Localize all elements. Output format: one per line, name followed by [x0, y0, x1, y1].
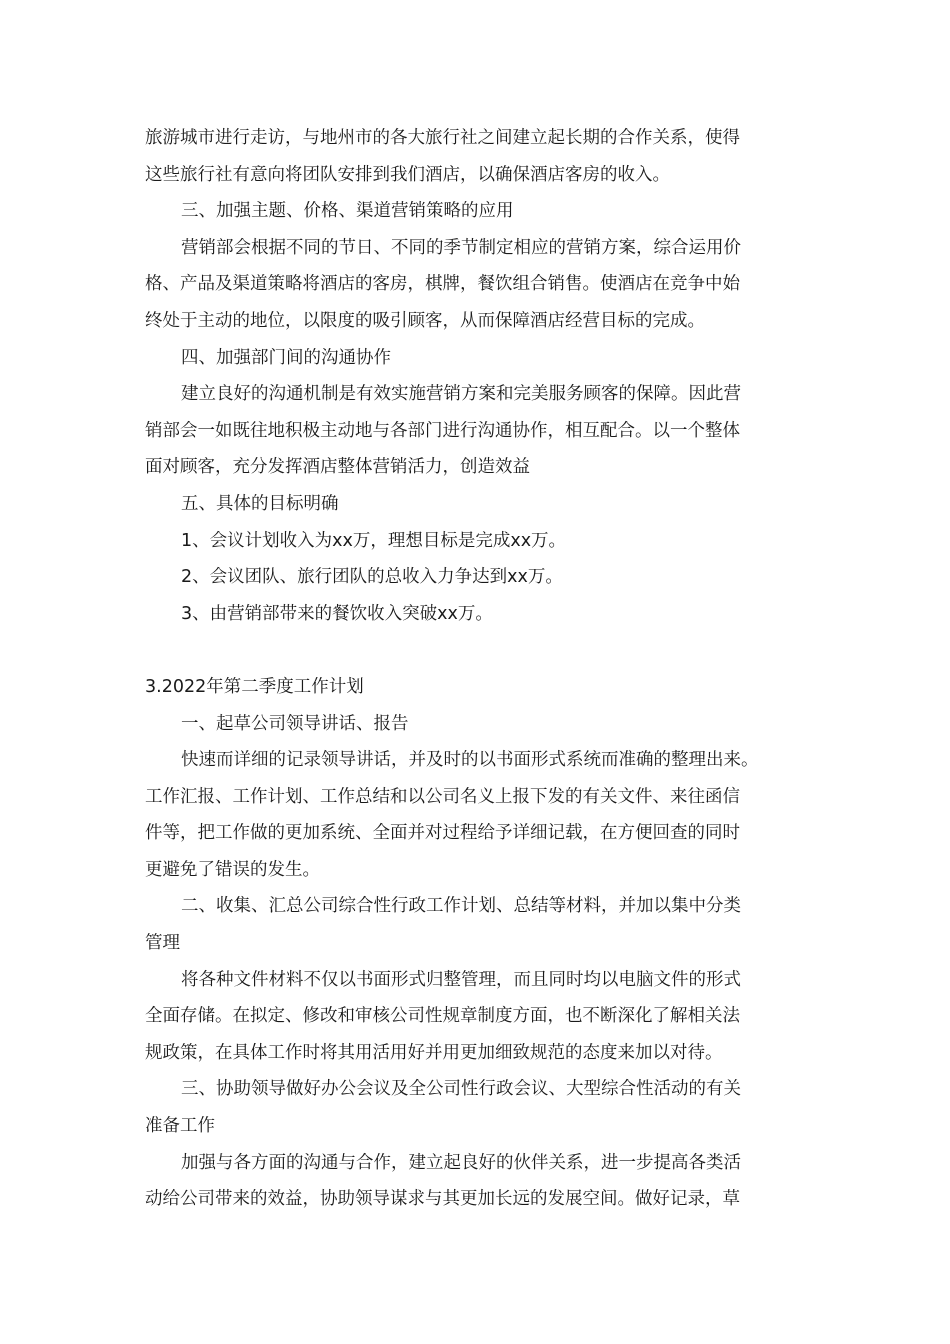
- body-line: 营销部会根据不同的节日、不同的季节制定相应的营销方案，综合运用价: [181, 237, 741, 258]
- body-line: 全面存储。在拟定、修改和审核公司性规章制度方面，也不断深化了解相关法: [145, 1006, 740, 1027]
- body-line: 件等，把工作做的更加系统、全面并对过程给予详细记载，在方便回查的同时: [145, 823, 740, 844]
- body-line: 建立良好的沟通机制是有效实施营销方案和完美服务顾客的保障。因此营: [181, 384, 741, 405]
- list-item: 3、由营销部带来的餐饮收入突破xx万。: [181, 603, 493, 624]
- paragraph-gap: [145, 632, 825, 669]
- list-item: 1、会议计划收入为xx万，理想目标是完成xx万。: [181, 530, 567, 551]
- body-line: 终处于主动的地位，以限度的吸引顾客，从而保障酒店经营目标的完成。: [145, 310, 705, 331]
- section-heading: 四、加强部门间的沟通协作: [181, 347, 391, 368]
- section-heading: 准备工作: [145, 1116, 215, 1137]
- body-line: 更避免了错误的发生。: [145, 859, 320, 880]
- section-heading: 五、具体的目标明确: [181, 493, 339, 514]
- body-line: 面对顾客，充分发挥酒店整体营销活力，创造效益: [145, 457, 530, 478]
- document-title: 3.2022年第二季度工作计划: [145, 676, 364, 697]
- section-heading: 三、加强主题、价格、渠道营销策略的应用: [181, 201, 514, 222]
- body-line: 动给公司带来的效益，协助领导谋求与其更加长远的发展空间。做好记录，草: [145, 1189, 740, 1210]
- body-line: 快速而详细的记录领导讲话，并及时的以书面形式系统而准确的整理出来。: [181, 750, 759, 771]
- section-heading: 管理: [145, 933, 180, 954]
- body-line: 工作汇报、工作计划、工作总结和以公司名义上报下发的有关文件、来往函信: [145, 786, 740, 807]
- section-heading: 二、收集、汇总公司综合性行政工作计划、总结等材料，并加以集中分类: [181, 896, 741, 917]
- section-heading: 一、起草公司领导讲话、报告: [181, 713, 409, 734]
- document-body: [145, 120, 825, 1218]
- body-line: 加强与各方面的沟通与合作，建立起良好的伙伴关系，进一步提高各类活: [181, 1152, 741, 1173]
- body-line: 这些旅行社有意向将团队安排到我们酒店，以确保酒店客房的收入。: [145, 164, 670, 185]
- body-line: 规政策，在具体工作时将其用活用好并用更加细致规范的态度来加以对待。: [145, 1042, 723, 1063]
- body-line: 格、产品及渠道策略将酒店的客房，棋牌，餐饮组合销售。使酒店在竞争中始: [145, 274, 740, 295]
- list-item: 2、会议团队、旅行团队的总收入力争达到xx万。: [181, 567, 563, 588]
- body-line: 将各种文件材料不仅以书面形式归整管理，而且同时均以电脑文件的形式: [181, 969, 741, 990]
- body-line: 销部会一如既往地积极主动地与各部门进行沟通协作，相互配合。以一个整体: [145, 420, 740, 441]
- body-line: 旅游城市进行走访，与地州市的各大旅行社之间建立起长期的合作关系，使得: [145, 128, 740, 148]
- section-heading: 三、协助领导做好办公会议及全公司性行政会议、大型综合性活动的有关: [181, 1079, 741, 1100]
